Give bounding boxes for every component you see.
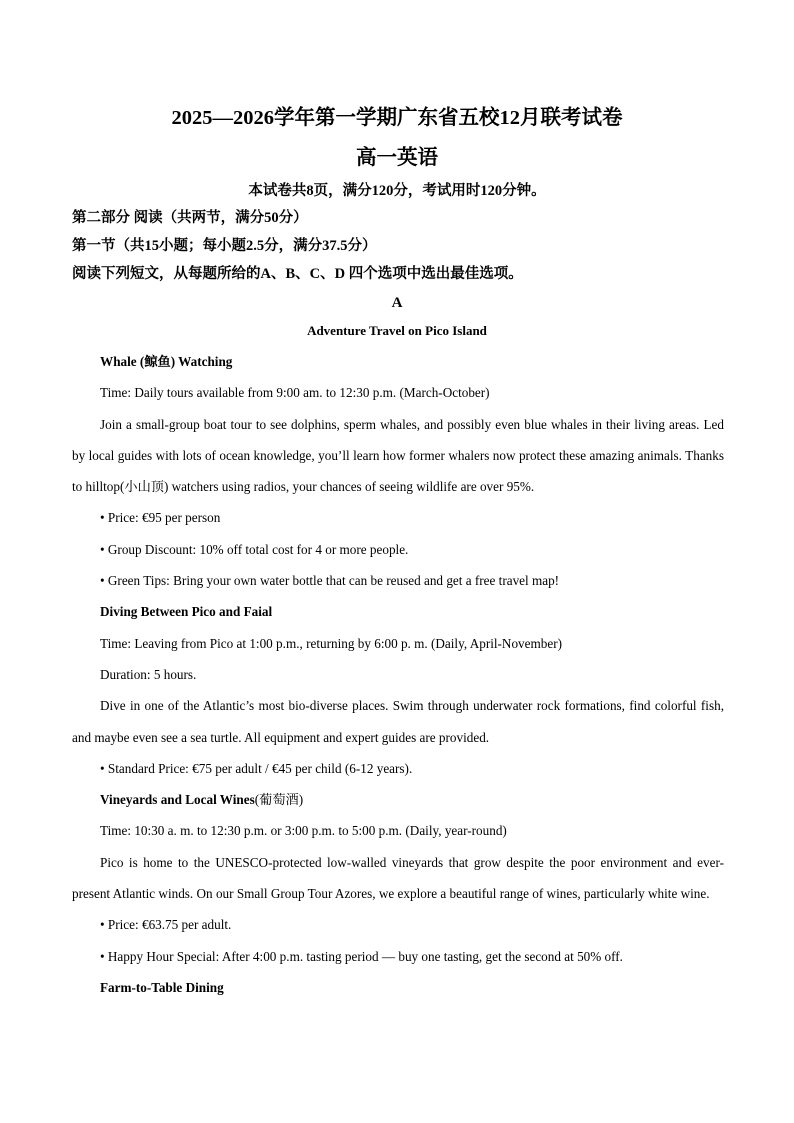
vineyards-heading-zh: (葡萄酒) bbox=[254, 792, 304, 808]
vineyards-text: Pico is home to the UNESCO-protected low-walled vineyards that grow despite the poor environment and ever-present Atlantic winds. On our Small Group Tour Azores, we explore a beautiful range of wines, particularly white wine. bbox=[72, 854, 724, 902]
whale-price: • Price: €95 per person bbox=[100, 510, 221, 526]
vineyards-happy-hour: • Happy Hour Special: After 4:00 p.m. tasting period — buy one tasting, get the second at 50% off. bbox=[100, 948, 623, 964]
whale-heading: Whale (鲸鱼) Watching bbox=[100, 354, 233, 369]
vineyards-heading-en: Vineyards and Local Wines bbox=[100, 792, 255, 808]
whale-text: Join a small-group boat tour to see dolphins, sperm whales, and possibly even blue whales in their living areas. Led by local guides with lots of ocean knowledge, you’ll learn how former whalers now protect these amazing animals. Thanks to hilltop(小山顶) watchers using radios, your chances of seeing wildlife are over 95%. bbox=[72, 416, 724, 495]
diving-duration: Duration: 5 hours. bbox=[100, 666, 197, 682]
diving-text: Dive in one of the Atlantic’s most bio-diverse places. Swim through underwater rock formations, find colorful fish, and maybe even see a sea turtle. All equipment and expert guides are provided. bbox=[72, 698, 724, 745]
diving-time: Time: Leaving from Pico at 1:00 p.m., returning by 6:00 p. m. (Daily, April-November) bbox=[100, 635, 562, 651]
diving-price: • Standard Price: €75 per adult / €45 per child (6-12 years). bbox=[100, 760, 413, 776]
passage-body bbox=[72, 346, 724, 1003]
dining-heading: Farm-to-Table Dining bbox=[100, 979, 224, 995]
section-heading: 第一节（共15小题；每小题2.5分，满分37.5分） bbox=[72, 238, 377, 254]
whale-green-tips: • Green Tips: Bring your own water bottle that can be reused and get a free travel map! bbox=[100, 573, 560, 589]
passage-title: Adventure Travel on Pico Island bbox=[307, 323, 487, 338]
vineyards-price: • Price: €63.75 per adult. bbox=[100, 917, 232, 933]
vineyards-time: Time: 10:30 a. m. to 12:30 p.m. or 3:00 p.m. to 5:00 p.m. (Daily, year-round) bbox=[100, 823, 507, 839]
vineyards-heading bbox=[72, 784, 724, 815]
whale-time: Time: Daily tours available from 9:00 am. to 12:30 p.m. (March-October) bbox=[100, 385, 490, 401]
part-heading: 第二部分 阅读（共两节，满分50分） bbox=[72, 210, 308, 226]
exam-subject: 高一英语 bbox=[356, 147, 438, 169]
exam-title: 2025—2026学年第一学期广东省五校12月联考试卷 bbox=[171, 107, 623, 129]
passage-letter: A bbox=[391, 295, 403, 311]
exam-info: 本试卷共8页，满分120分，考试用时120分钟。 bbox=[248, 183, 546, 199]
whale-discount: • Group Discount: 10% off total cost for 4 or more people. bbox=[100, 541, 409, 557]
instruction: 阅读下列短文，从每题所给的A、B、C、D 四个选项中选出最佳选项。 bbox=[72, 266, 523, 282]
diving-heading: Diving Between Pico and Faial bbox=[100, 604, 273, 620]
